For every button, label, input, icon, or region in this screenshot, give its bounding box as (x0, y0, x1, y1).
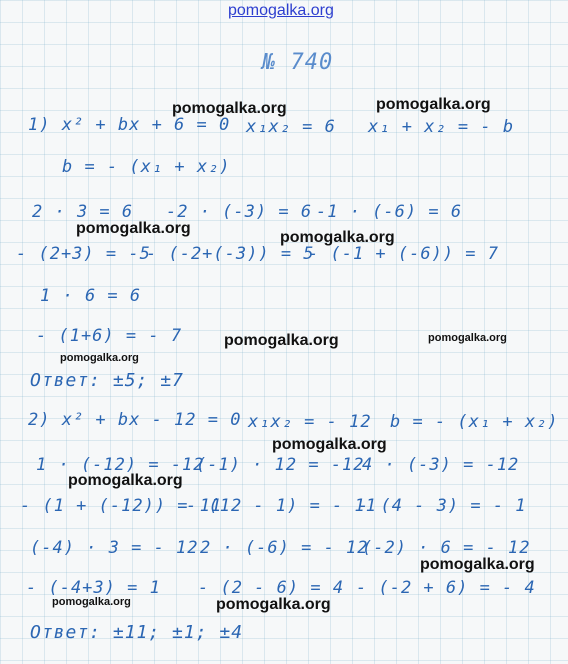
part1-sum: x₁ + x₂ = - b (368, 117, 515, 137)
watermark: pomogalka.org (420, 556, 535, 573)
part2-row4-c: - (-2 + 6) = - 4 (356, 578, 536, 598)
part1-row2-b: - (-2+(-3)) = 5 (146, 244, 315, 264)
part2-product: x₁x₂ = - 12 (248, 412, 372, 432)
part1-row3: 1 · 6 = 6 (40, 286, 142, 306)
part1-row1-c: -1 · (-6) = 6 (316, 202, 463, 222)
part2-row3-b: 2 · (-6) = - 12 (200, 538, 369, 558)
part1-answer: Ответ: ±5; ±7 (30, 370, 184, 391)
watermark: pomogalka.org (428, 332, 507, 344)
part2-row1-c: 4 · (-3) = -12 (362, 455, 520, 475)
part1-row2-a: - (2+3) = -5 (16, 244, 151, 264)
part2-row1-a: 1 · (-12) = -12 (36, 455, 205, 475)
part1-row1-a: 2 · 3 = 6 (32, 202, 134, 222)
watermark: pomogalka.org (68, 472, 183, 489)
part2-row2-a: - (1 + (-12)) = 11 (20, 496, 223, 516)
part2-row2-b: - (12 - 1) = - 11 (186, 496, 377, 516)
part2-row1-b: (-1) · 12 = -12 (196, 455, 365, 475)
watermark: pomogalka.org (76, 220, 191, 237)
part1-row1-b: -2 · (-3) = 6 (166, 202, 313, 222)
watermark: pomogalka.org (272, 436, 387, 453)
watermark: pomogalka.org (376, 96, 491, 113)
part2-row3-a: (-4) · 3 = - 12 (30, 538, 199, 558)
part1-row4: - (1+6) = - 7 (36, 326, 183, 346)
part1-b-formula: b = - (x₁ + x₂) (62, 157, 231, 177)
watermark: pomogalka.org (172, 100, 287, 117)
part2-row3-c: (-2) · 6 = - 12 (362, 538, 531, 558)
problem-number: № 740 (262, 50, 334, 75)
part2-row4-a: - (-4+3) = 1 (26, 578, 161, 598)
part1-row2-c: - (-1 + (-6)) = 7 (308, 244, 499, 264)
part2-answer: Ответ: ±11; ±1; ±4 (30, 622, 244, 643)
part2-row4-b: - (2 - 6) = 4 (198, 578, 345, 598)
watermark: pomogalka.org (280, 229, 395, 246)
watermark: pomogalka.org (224, 332, 339, 349)
part2-row2-c: - (4 - 3) = - 1 (358, 496, 527, 516)
watermark: pomogalka.org (216, 596, 331, 613)
part1-product: x₁x₂ = 6 (246, 117, 336, 137)
part2-equation: 2) x² + bx - 12 = 0 (28, 410, 242, 430)
site-link[interactable]: pomogalka.org (228, 2, 334, 19)
part2-b-formula: b = - (x₁ + x₂) (390, 412, 559, 432)
watermark: pomogalka.org (52, 596, 131, 608)
part1-equation: 1) x² + bx + 6 = 0 (28, 115, 231, 135)
watermark: pomogalka.org (60, 352, 139, 364)
